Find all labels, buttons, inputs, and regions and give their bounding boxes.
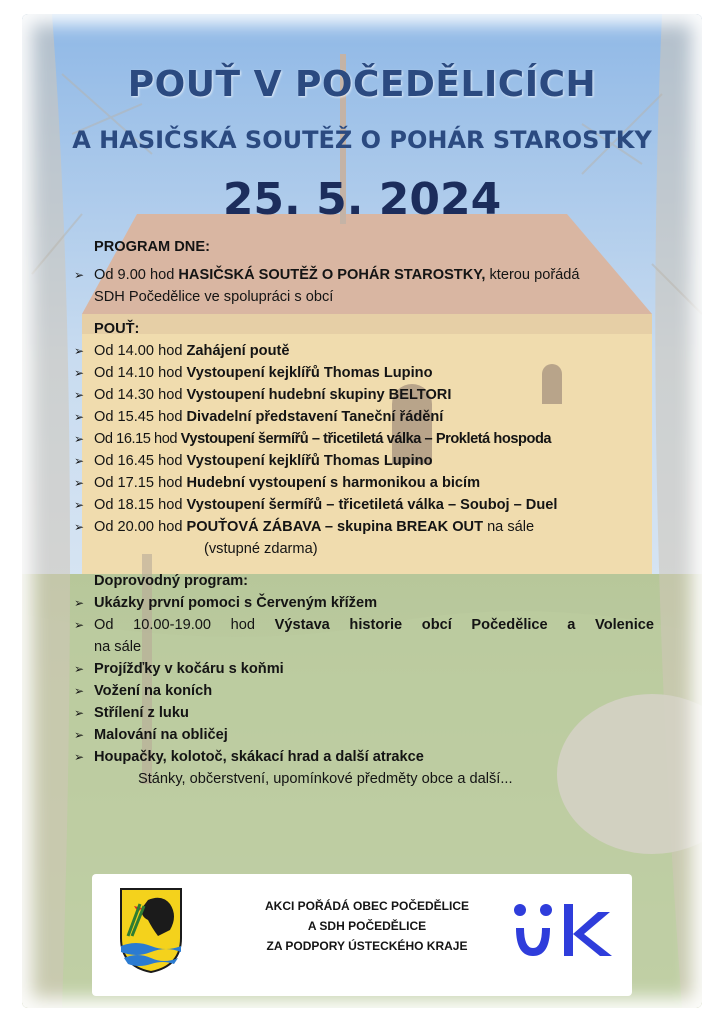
- arrowhead-bullet-icon: ➢: [74, 432, 84, 446]
- pout-item: ➢ Od 16.15 hod Vystoupení šermířů – třicetiletá válka – Prokletá hospoda: [74, 428, 654, 450]
- pout-item: ➢ Od 14.10 hod Vystoupení kejklířů Thomas Lupino: [74, 362, 654, 384]
- accompanying-item: ➢ Vožení na koních: [74, 680, 654, 702]
- program-heading: PROGRAM DNE:: [94, 239, 210, 255]
- pout-item: ➢ Od 16.45 hod Vystoupení kejklířů Thomas Lupino: [74, 450, 654, 472]
- poster-title: POUŤ V POČEDĚLICÍCH: [127, 64, 597, 105]
- poster: [22, 14, 702, 1008]
- arrowhead-bullet-icon: ➢: [74, 662, 85, 676]
- arrowhead-bullet-icon: ➢: [74, 498, 85, 512]
- arrowhead-bullet-icon: ➢: [74, 684, 85, 698]
- contest-item-line2: SDH Počedělice ve spolupráci s obcí: [94, 289, 334, 305]
- program-content: [74, 236, 654, 790]
- arrowhead-bullet-icon: ➢: [74, 476, 85, 490]
- organizers-box: [92, 874, 632, 996]
- arrowhead-bullet-icon: ➢: [74, 618, 85, 632]
- pout-heading: POUŤ:: [94, 321, 140, 337]
- village-coat-of-arms-icon: [118, 886, 184, 974]
- pout-item: ➢ Od 14.30 hod Vystoupení hudební skupiny BELTORI: [74, 384, 654, 406]
- pout-item: ➢ Od 15.45 hod Divadelní představení Taneční řádění: [74, 406, 654, 428]
- accompanying-item: ➢ Projížďky v kočáru s koňmi: [74, 658, 654, 680]
- pout-item: ➢ Od 18.15 hod Vystoupení šermířů – třicetiletá válka – Souboj – Duel: [74, 494, 654, 516]
- accompanying-item: ➢ Střílení z luku: [74, 702, 654, 724]
- arrowhead-bullet-icon: ➢: [74, 520, 85, 534]
- poster-subtitle: A HASIČSKÁ SOUTĚŽ O POHÁR STAROSTKY: [72, 126, 652, 154]
- ustecky-kraj-logo-icon: [512, 900, 620, 960]
- accompanying-item: ➢ Malování na obličej: [74, 724, 654, 746]
- arrowhead-bullet-icon: ➢: [74, 454, 85, 468]
- stalls-note: Stánky, občerstvení, upomínkové předměty obce a další...: [138, 771, 513, 787]
- arrowhead-bullet-icon: ➢: [74, 596, 85, 610]
- accompanying-item: ➢ Houpačky, kolotoč, skákací hrad a další atrakce: [74, 746, 654, 768]
- pout-item-zabava: ➢ Od 20.00 hod POUŤOVÁ ZÁBAVA – skupina BREAK OUT na sále: [74, 516, 654, 538]
- exhibition-item: ➢ Od 10.00-19.00 hod Výstava historie obcí Počedělice a Volenice: [74, 614, 654, 636]
- event-date: 25. 5. 2024: [222, 174, 502, 225]
- contest-item: ➢ Od 9.00 hod HASIČSKÁ SOUTĚŽ O POHÁR STAROSTKY, kterou pořádá: [74, 264, 654, 286]
- pout-list: [74, 340, 654, 516]
- pout-item: ➢ Od 14.00 hod Zahájení poutě: [74, 340, 654, 362]
- accompanying-heading: Doprovodný program:: [94, 573, 249, 589]
- arrowhead-bullet-icon: ➢: [74, 366, 85, 380]
- arrowhead-bullet-icon: ➢: [74, 388, 85, 402]
- first-aid-item: ➢ Ukázky první pomoci s Červeným křížem: [74, 592, 654, 614]
- arrowhead-bullet-icon: ➢: [74, 706, 85, 720]
- exhibition-item-line2: na sále: [94, 639, 142, 655]
- accompanying-list: [74, 658, 654, 768]
- arrowhead-bullet-icon: ➢: [74, 268, 85, 282]
- organizers-text: AKCI POŘÁDÁ OBEC POČEDĚLICE A SDH POČEDĚLICE ZA PODPORY ÚSTECKÉHO KRAJE: [264, 899, 470, 953]
- arrowhead-bullet-icon: ➢: [74, 728, 85, 742]
- entry-note: (vstupné zdarma): [204, 541, 318, 557]
- arrowhead-bullet-icon: ➢: [74, 344, 85, 358]
- pout-item: ➢ Od 17.15 hod Hudební vystoupení s harmonikou a bicím: [74, 472, 654, 494]
- arrowhead-bullet-icon: ➢: [74, 750, 85, 764]
- arrowhead-bullet-icon: ➢: [74, 410, 85, 424]
